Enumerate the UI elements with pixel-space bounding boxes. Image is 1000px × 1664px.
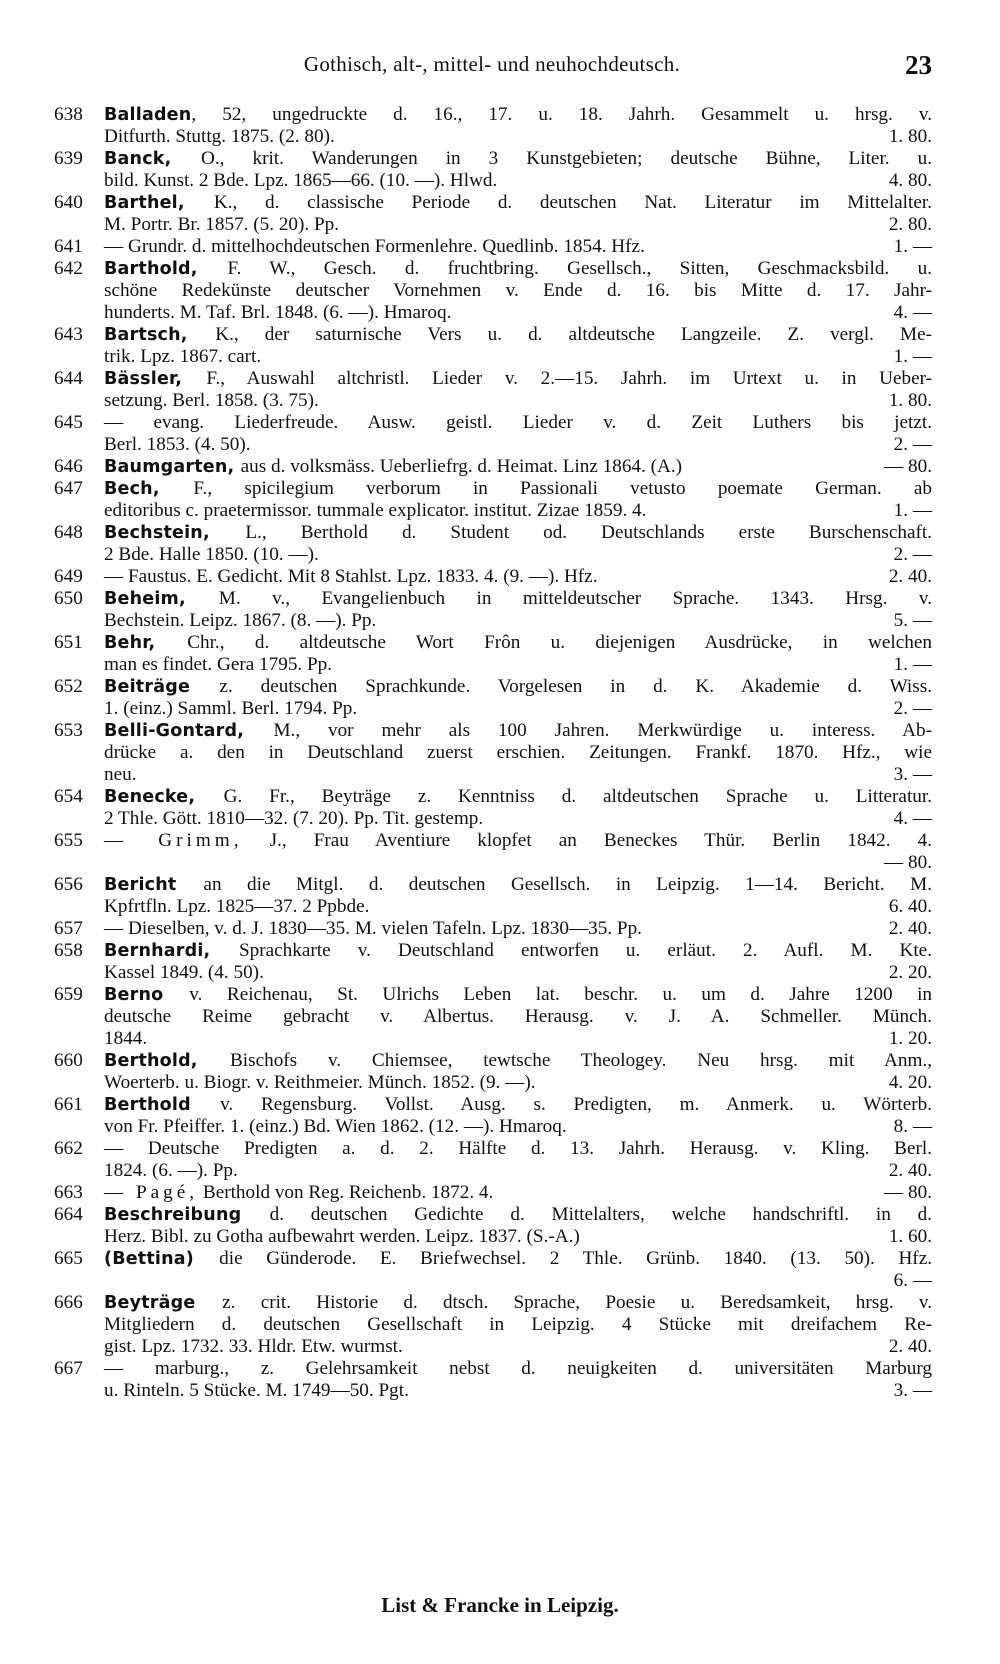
entry-details: Mitgliedern d. deutschen Gesellschaft in Leipzig. 4 Stücke mit dreifachem Re- bbox=[104, 1314, 932, 1335]
entry-headword: Belli-Gontard, bbox=[104, 721, 274, 741]
entry-details: M. v., Evangelienbuch in mitteldeutscher Sprache. 1343. Hrsg. v. bbox=[218, 588, 932, 609]
entry-line bbox=[104, 742, 932, 764]
entry-text bbox=[104, 368, 932, 412]
catalog-entry bbox=[50, 1094, 932, 1138]
entry-line bbox=[104, 1270, 932, 1292]
entry-details: M., vor mehr als 100 Jahren. Merkwürdige u. interess. Ab- bbox=[273, 720, 932, 741]
catalog-entry bbox=[50, 1182, 932, 1204]
entry-details: — marburg., z. Gelehrsamkeit nebst d. neuigkeiten d. universitäten Marburg bbox=[104, 1358, 932, 1379]
entry-headword: Beiträge bbox=[104, 677, 220, 697]
entry-details: F. W., Gesch. d. fruchtbring. Gesellsch., Sitten, Geschmacksbild. u. bbox=[227, 258, 932, 279]
entry-details: editoribus c. praetermissor. tummale explicator. institut. Zizae 1859. 4. bbox=[104, 500, 647, 521]
entry-details: L., Berthold d. Student od. Deutschlands erste Burschenschaft. bbox=[245, 522, 932, 543]
entry-description bbox=[104, 1116, 567, 1138]
entry-price: 1. 20. bbox=[888, 1028, 932, 1049]
entry-line bbox=[104, 1314, 932, 1336]
catalog-entry bbox=[50, 324, 932, 368]
entry-line bbox=[104, 324, 932, 346]
catalog-entry bbox=[50, 632, 932, 676]
entry-price: 5. — bbox=[893, 610, 932, 631]
entry-text bbox=[104, 1358, 932, 1402]
entry-text bbox=[104, 192, 932, 236]
entry-headword: Beschreibung bbox=[104, 1205, 270, 1225]
entry-price: 1. — bbox=[893, 346, 932, 367]
catalog-entry bbox=[50, 918, 932, 940]
entry-headword: Barthel, bbox=[104, 193, 214, 213]
entry-author: — Pagé, bbox=[104, 1182, 199, 1203]
entry-price: 6. — bbox=[893, 1270, 932, 1291]
entry-number: 666 bbox=[54, 1292, 83, 1313]
entry-description bbox=[104, 126, 335, 148]
entry-line bbox=[104, 962, 932, 984]
entry-number: 655 bbox=[54, 830, 83, 851]
entry-details: aus d. volksmäss. Ueberliefrg. d. Heimat. Linz 1864. (A.) bbox=[240, 456, 683, 477]
entry-text bbox=[104, 676, 932, 720]
entry-description bbox=[104, 544, 319, 566]
entry-text bbox=[104, 918, 932, 940]
entry-line bbox=[104, 1336, 932, 1358]
entry-number: 651 bbox=[54, 632, 83, 653]
entry-text bbox=[104, 1248, 932, 1292]
entry-number: 665 bbox=[54, 1248, 83, 1269]
entry-details: v. Regensburg. Vollst. Ausg. s. Predigten, m. Anmerk. u. Wörterb. bbox=[220, 1094, 932, 1115]
entry-text bbox=[104, 632, 932, 676]
entry-number: 659 bbox=[54, 984, 83, 1005]
entry-line bbox=[104, 478, 932, 500]
catalog-entry bbox=[50, 104, 932, 148]
entry-number: 664 bbox=[54, 1204, 83, 1225]
entry-description bbox=[104, 236, 645, 258]
catalog-entry bbox=[50, 148, 932, 192]
publisher-imprint: List & Francke in Leipzig. bbox=[381, 1593, 619, 1617]
entry-number: 654 bbox=[54, 786, 83, 807]
entry-description bbox=[104, 1160, 238, 1182]
entry-details: — Grundr. d. mittelhochdeutschen Formenlehre. Quedlinb. 1854. Hfz. bbox=[104, 236, 645, 257]
entry-details: M. Portr. Br. 1857. (5. 20). Pp. bbox=[104, 214, 340, 235]
running-title: Gothisch, alt-, mittel- und neuhochdeutsch. bbox=[303, 52, 681, 76]
entry-details: an die Mitgl. d. deutschen Gesellsch. in Leipzig. 1—14. Bericht. M. bbox=[203, 874, 932, 895]
catalog-entry bbox=[50, 478, 932, 522]
entry-line bbox=[104, 610, 932, 632]
catalog-entry bbox=[50, 1358, 932, 1402]
entry-description bbox=[104, 214, 339, 236]
entry-number: 638 bbox=[54, 104, 83, 125]
entry-text bbox=[104, 148, 932, 192]
entry-details: u. Rinteln. 5 Stücke. M. 1749—50. Pgt. bbox=[104, 1380, 409, 1401]
entry-line bbox=[104, 676, 932, 698]
entry-line bbox=[104, 412, 932, 434]
entry-number: 661 bbox=[54, 1094, 83, 1115]
entry-price: 2. 40. bbox=[888, 918, 932, 939]
entry-line bbox=[104, 830, 932, 852]
entry-line bbox=[104, 698, 932, 720]
entry-price: 4. — bbox=[893, 302, 932, 323]
catalog-entry bbox=[50, 676, 932, 720]
entry-details: K., der saturnische Vers u. d. altdeutsche Langzeile. Z. vergl. Me- bbox=[215, 324, 932, 345]
entry-text bbox=[104, 412, 932, 456]
catalog-entry bbox=[50, 588, 932, 632]
entry-details: 1824. (6. —). Pp. bbox=[104, 1160, 238, 1181]
entry-line bbox=[104, 1006, 932, 1028]
entry-price: 2. — bbox=[893, 434, 932, 455]
entry-headword: Baumgarten, bbox=[104, 457, 241, 477]
entry-text bbox=[104, 1292, 932, 1358]
entry-line bbox=[104, 720, 932, 742]
entry-price: 2. 40. bbox=[888, 1336, 932, 1357]
entry-number: 642 bbox=[54, 258, 83, 279]
entry-headword: Bechstein, bbox=[104, 523, 246, 543]
catalog-entry bbox=[50, 940, 932, 984]
entry-headword: Benecke, bbox=[104, 787, 224, 807]
entry-description bbox=[104, 1336, 403, 1358]
entry-details: 2 Bde. Halle 1850. (10. —). bbox=[104, 544, 319, 565]
entry-description bbox=[104, 434, 251, 456]
entry-number: 645 bbox=[54, 412, 83, 433]
entry-details: Woerterb. u. Biogr. v. Reithmeier. Münch. 1852. (9. —). bbox=[104, 1072, 536, 1093]
entry-number: 650 bbox=[54, 588, 83, 609]
entry-details: schöne Redekünste deutscher Vornehmen v. Ende d. 16. bis Mitte d. 17. Jahr- bbox=[104, 280, 932, 301]
catalog-entry bbox=[50, 192, 932, 236]
entry-line bbox=[104, 654, 932, 676]
entry-price: 2. 20. bbox=[888, 962, 932, 983]
entry-details: 1. (einz.) Samml. Berl. 1794. Pp. bbox=[104, 698, 358, 719]
entry-price: 1. — bbox=[893, 654, 932, 675]
entry-price: 4. 20. bbox=[888, 1072, 932, 1093]
catalog-entry bbox=[50, 522, 932, 566]
catalog-entry bbox=[50, 984, 932, 1050]
entry-details: d. deutschen Gedichte d. Mittelalters, welche handschriftl. in d. bbox=[269, 1204, 932, 1225]
entry-price: 4. 80. bbox=[888, 170, 932, 191]
entry-description bbox=[104, 962, 264, 984]
entry-details: Bischofs v. Chiemsee, tewtsche Theologey. Neu hrsg. mit Anm., bbox=[229, 1050, 933, 1071]
entry-number: 667 bbox=[54, 1358, 83, 1379]
entry-line bbox=[104, 984, 932, 1006]
entry-details: — Dieselben, v. d. J. 1830—35. M. vielen Tafeln. Lpz. 1830—35. Pp. bbox=[104, 918, 642, 939]
entry-price: 3. — bbox=[893, 1380, 932, 1401]
entry-line bbox=[104, 434, 932, 456]
entry-details: — evang. Liederfreude. Ausw. geistl. Lieder v. d. Zeit Luthers bis jetzt. bbox=[104, 412, 932, 433]
catalog-entry bbox=[50, 1138, 932, 1182]
entry-description bbox=[104, 1182, 493, 1204]
entry-description bbox=[104, 170, 497, 192]
entry-headword: (Bettina) bbox=[104, 1249, 220, 1269]
entry-price: 2. — bbox=[893, 698, 932, 719]
entry-details: 2 Thle. Gött. 1810—32. (7. 20). Pp. Tit. gestemp. bbox=[104, 808, 484, 829]
entry-text bbox=[104, 588, 932, 632]
entry-details: hunderts. M. Taf. Brl. 1848. (6. —). Hmaroq. bbox=[104, 302, 452, 323]
entry-line bbox=[104, 786, 932, 808]
entry-number: 643 bbox=[54, 324, 83, 345]
entry-headword: Bech, bbox=[104, 479, 194, 499]
entry-line bbox=[104, 940, 932, 962]
entry-details: F., Auswahl altchristl. Lieder v. 2.—15. Jahrh. im Urtext u. in Ueber- bbox=[206, 368, 932, 389]
entry-text bbox=[104, 984, 932, 1050]
entry-price: 6. 40. bbox=[888, 896, 932, 917]
entry-description bbox=[104, 500, 646, 522]
page-header bbox=[52, 50, 932, 80]
entry-details: Berthold von Reg. Reichenb. 1872. 4. bbox=[198, 1182, 494, 1203]
entry-description bbox=[104, 346, 261, 368]
entry-text bbox=[104, 720, 932, 786]
entry-number: 663 bbox=[54, 1182, 83, 1203]
catalog-entries bbox=[50, 104, 932, 1402]
entry-details: — Deutsche Predigten a. d. 2. Hälfte d. 13. Jahrh. Herausg. v. Kling. Berl. bbox=[104, 1138, 932, 1159]
entry-details: man es findet. Gera 1795. Pp. bbox=[104, 654, 333, 675]
entry-description bbox=[104, 1226, 580, 1248]
entry-headword: Berthold bbox=[104, 1095, 221, 1115]
entry-number: 644 bbox=[54, 368, 83, 389]
entry-details: , 52, ungedruckte d. 16., 17. u. 18. Jahrh. Gesammelt u. hrsg. v. bbox=[191, 104, 932, 125]
entry-headword: Bartsch, bbox=[104, 325, 216, 345]
entry-line bbox=[104, 588, 932, 610]
entry-description bbox=[104, 698, 357, 720]
catalog-entry bbox=[50, 456, 932, 478]
entry-line bbox=[104, 1292, 932, 1314]
entry-headword: Bässler, bbox=[104, 369, 207, 389]
entry-price: 2. 80. bbox=[888, 214, 932, 235]
entry-number: 641 bbox=[54, 236, 83, 257]
entry-line bbox=[104, 1358, 932, 1380]
entry-line bbox=[104, 126, 932, 148]
entry-headword: Bericht bbox=[104, 875, 204, 895]
entry-line bbox=[104, 632, 932, 654]
entry-price: 1. — bbox=[893, 236, 932, 257]
entry-details: drücke a. den in Deutschland zuerst erschien. Zeitungen. Frankf. 1870. Hfz., wie bbox=[104, 742, 932, 763]
entry-line bbox=[104, 192, 932, 214]
entry-number: 657 bbox=[54, 918, 83, 939]
catalog-entry bbox=[50, 368, 932, 412]
entry-line bbox=[104, 1226, 932, 1248]
entry-details: G. Fr., Beyträge z. Kenntniss d. altdeutschen Sprache u. Litteratur. bbox=[223, 786, 932, 807]
entry-description bbox=[104, 1380, 409, 1402]
entry-line bbox=[104, 1160, 932, 1182]
catalog-entry bbox=[50, 1248, 932, 1292]
catalog-entry bbox=[50, 258, 932, 324]
entry-line bbox=[104, 390, 932, 412]
entry-author: — Grimm, bbox=[104, 830, 243, 851]
entry-details: neu. bbox=[104, 764, 137, 785]
entry-text bbox=[104, 1050, 932, 1094]
entry-headword: Bernhardi, bbox=[104, 941, 239, 961]
entry-price: 4. — bbox=[893, 808, 932, 829]
entry-line bbox=[104, 302, 932, 324]
entry-number: 647 bbox=[54, 478, 83, 499]
entry-text bbox=[104, 874, 932, 918]
entry-number: 656 bbox=[54, 874, 83, 895]
entry-headword: Berno bbox=[104, 985, 190, 1005]
entry-details: J., Frau Aventiure klopfet an Beneckes Thür. Berlin 1842. 4. bbox=[242, 830, 932, 851]
page-number: 23 bbox=[905, 50, 932, 80]
entry-description bbox=[104, 918, 642, 940]
entry-details: trik. Lpz. 1867. cart. bbox=[104, 346, 262, 367]
entry-line bbox=[104, 236, 932, 258]
entry-details: bild. Kunst. 2 Bde. Lpz. 1865—66. (10. —). Hlwd. bbox=[104, 170, 498, 191]
entry-details: O., krit. Wanderungen in 3 Kunstgebieten; deutsche Bühne, Liter. u. bbox=[201, 148, 932, 169]
entry-headword: Banck, bbox=[104, 149, 201, 169]
entry-details: Sprachkarte v. Deutschland entworfen u. erläut. 2. Aufl. M. Kte. bbox=[238, 940, 932, 961]
entry-headword: Berthold, bbox=[104, 1051, 230, 1071]
entry-price: 1. 80. bbox=[888, 390, 932, 411]
entry-line bbox=[104, 874, 932, 896]
entry-description bbox=[104, 390, 319, 412]
entry-description bbox=[104, 808, 483, 830]
entry-line bbox=[104, 214, 932, 236]
entry-text bbox=[104, 1182, 932, 1204]
entry-number: 639 bbox=[54, 148, 83, 169]
entry-line bbox=[104, 1072, 932, 1094]
entry-details: Bechstein. Leipz. 1867. (8. —). Pp. bbox=[104, 610, 377, 631]
catalog-entry bbox=[50, 1292, 932, 1358]
entry-line bbox=[104, 808, 932, 830]
entry-details: 1844. bbox=[104, 1028, 148, 1049]
entry-headword: Beyträge bbox=[104, 1293, 223, 1313]
entry-text bbox=[104, 324, 932, 368]
entry-price: — 80. bbox=[884, 1182, 932, 1203]
entry-text bbox=[104, 478, 932, 522]
entry-line bbox=[104, 280, 932, 302]
entry-text bbox=[104, 236, 932, 258]
entry-text bbox=[104, 1204, 932, 1248]
entry-line bbox=[104, 500, 932, 522]
entry-line bbox=[104, 346, 932, 368]
entry-details: Herz. Bibl. zu Gotha aufbewahrt werden. Leipz. 1837. (S.-A.) bbox=[104, 1226, 580, 1247]
entry-number: 658 bbox=[54, 940, 83, 961]
entry-details: deutsche Reime gebracht v. Albertus. Herausg. v. J. A. Schmeller. Münch. bbox=[104, 1006, 932, 1027]
catalog-entry bbox=[50, 1204, 932, 1248]
entry-line bbox=[104, 1116, 932, 1138]
entry-number: 646 bbox=[54, 456, 83, 477]
catalog-entry bbox=[50, 874, 932, 918]
entry-details: setzung. Berl. 1858. (3. 75). bbox=[104, 390, 319, 411]
entry-details: Berl. 1853. (4. 50). bbox=[104, 434, 251, 455]
entry-headword: Balladen bbox=[104, 105, 192, 125]
entry-line bbox=[104, 1138, 932, 1160]
entry-description bbox=[104, 1072, 536, 1094]
entry-details: z. deutschen Sprachkunde. Vorgelesen in d. K. Akademie d. Wiss. bbox=[219, 676, 932, 697]
catalog-entry bbox=[50, 566, 932, 588]
entry-details: z. crit. Historie d. dtsch. Sprache, Poesie u. Beredsamkeit, hrsg. v. bbox=[222, 1292, 932, 1313]
entry-details: Kpfrtfln. Lpz. 1825—37. 2 Ppbde. bbox=[104, 896, 370, 917]
entry-line bbox=[104, 522, 932, 544]
entry-price: — 80. bbox=[884, 852, 932, 873]
entry-number: 652 bbox=[54, 676, 83, 697]
entry-text bbox=[104, 258, 932, 324]
entry-line bbox=[104, 1380, 932, 1402]
entry-line bbox=[104, 1050, 932, 1072]
entry-details: Ditfurth. Stuttg. 1875. (2. 80). bbox=[104, 126, 335, 147]
entry-line bbox=[104, 258, 932, 280]
entry-price: 1. 80. bbox=[888, 126, 932, 147]
entry-description bbox=[104, 610, 376, 632]
entry-description bbox=[104, 566, 598, 588]
entry-details: die Günderode. E. Briefwechsel. 2 Thle. Grünb. 1840. (13. 50). Hfz. bbox=[219, 1248, 933, 1269]
entry-text bbox=[104, 566, 932, 588]
entry-details: Chr., d. altdeutsche Wort Frôn u. diejenigen Ausdrücke, in welchen bbox=[187, 632, 932, 653]
catalog-entry bbox=[50, 720, 932, 786]
entry-line bbox=[104, 1182, 932, 1204]
entry-line bbox=[104, 104, 932, 126]
entry-number: 660 bbox=[54, 1050, 83, 1071]
entry-description bbox=[104, 302, 451, 324]
entry-description bbox=[104, 896, 369, 918]
entry-details: Kassel 1849. (4. 50). bbox=[104, 962, 264, 983]
entry-headword: Behr, bbox=[104, 633, 188, 653]
entry-details: F., spicilegium verborum in Passionali vetusto poemate German. ab bbox=[193, 478, 933, 499]
entry-description bbox=[104, 1028, 147, 1050]
entry-line bbox=[104, 170, 932, 192]
entry-line bbox=[104, 1028, 932, 1050]
entry-number: 648 bbox=[54, 522, 83, 543]
entry-number: 640 bbox=[54, 192, 83, 213]
entry-description bbox=[104, 456, 682, 478]
entry-text bbox=[104, 522, 932, 566]
entry-details: gist. Lpz. 1732. 33. Hldr. Etw. wurmst. bbox=[104, 1336, 403, 1357]
entry-price: 2. — bbox=[893, 544, 932, 565]
entry-line bbox=[104, 456, 932, 478]
entry-text bbox=[104, 940, 932, 984]
entry-description bbox=[104, 764, 137, 786]
entry-text bbox=[104, 830, 932, 874]
entry-line bbox=[104, 148, 932, 170]
entry-details: — Faustus. E. Gedicht. Mit 8 Stahlst. Lpz. 1833. 4. (9. —). Hfz. bbox=[104, 566, 598, 587]
entry-price: 2. 40. bbox=[888, 1160, 932, 1181]
entry-headword: Beheim, bbox=[104, 589, 219, 609]
entry-price: — 80. bbox=[884, 456, 932, 477]
entry-description bbox=[104, 654, 332, 676]
entry-details: v. Reichenau, St. Ulrichs Leben lat. beschr. u. um d. Jahre 1200 in bbox=[189, 984, 932, 1005]
entry-text bbox=[104, 104, 932, 148]
entry-text bbox=[104, 456, 932, 478]
entry-number: 653 bbox=[54, 720, 83, 741]
entry-line bbox=[104, 544, 932, 566]
entry-number: 649 bbox=[54, 566, 83, 587]
entry-line bbox=[104, 896, 932, 918]
entry-price: 8. — bbox=[893, 1116, 932, 1137]
entry-price: 1. 60. bbox=[888, 1226, 932, 1247]
catalog-entry bbox=[50, 1050, 932, 1094]
entry-price: 2. 40. bbox=[888, 566, 932, 587]
entry-headword: Barthold, bbox=[104, 259, 228, 279]
entry-line bbox=[104, 764, 932, 786]
entry-line bbox=[104, 918, 932, 940]
entry-details: von Fr. Pfeiffer. 1. (einz.) Bd. Wien 1862. (12. —). Hmaroq. bbox=[104, 1116, 567, 1137]
entry-line bbox=[104, 1204, 932, 1226]
catalog-entry bbox=[50, 412, 932, 456]
entry-number: 662 bbox=[54, 1138, 83, 1159]
entry-text bbox=[104, 1094, 932, 1138]
entry-line bbox=[104, 566, 932, 588]
catalog-entry bbox=[50, 786, 932, 830]
catalog-entry bbox=[50, 830, 932, 874]
entry-line bbox=[104, 852, 932, 874]
catalog-entry bbox=[50, 236, 932, 258]
entry-line bbox=[104, 1248, 932, 1270]
entry-price: 1. — bbox=[893, 500, 932, 521]
entry-text bbox=[104, 786, 932, 830]
entry-line bbox=[104, 1094, 932, 1116]
entry-price: 3. — bbox=[893, 764, 932, 785]
entry-details: K., d. classische Periode d. deutschen Nat. Literatur im Mittelalter. bbox=[213, 192, 932, 213]
entry-line bbox=[104, 368, 932, 390]
entry-text bbox=[104, 1138, 932, 1182]
